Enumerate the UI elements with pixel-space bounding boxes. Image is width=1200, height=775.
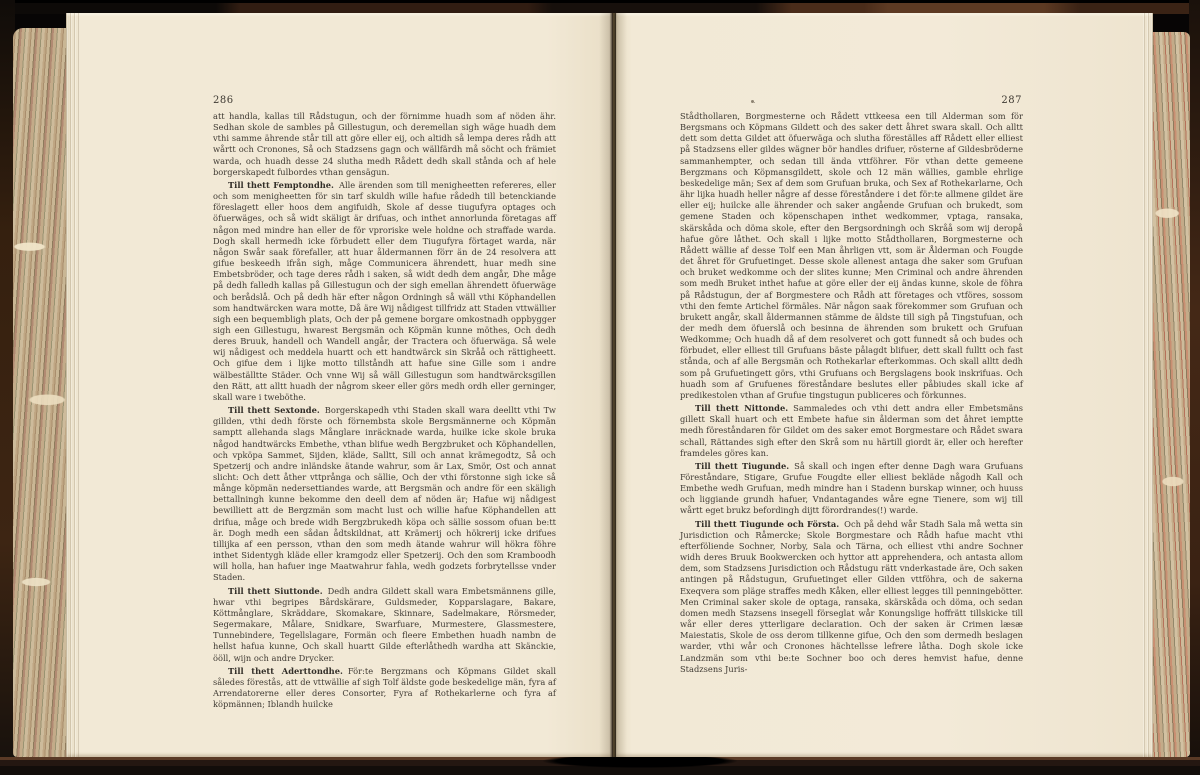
paragraph-heading: Till thett Sextonde. [228, 405, 320, 416]
text-column-right [680, 111, 1023, 677]
paragraph [680, 461, 1023, 517]
paragraph-heading: Till thett Femptondhe. [228, 179, 334, 190]
paragraph-heading: Till thett Nittonde. [695, 403, 789, 414]
page-number-right: 287 [1001, 95, 1022, 106]
paragraph [680, 111, 1023, 401]
paragraph-text: Så skall och ingen efter denne Dagh wara Grufuans Föreståndare, Stigare, Grufue Fougdte eller elliest bekläde någodh Kall och Embethe wedh Grufuan, medh mindre han i Stadenn burskap winner, och huuss och liggiande grundh hafuer, Vndantagandes wåre egne Tienere, som wij till wårtt eget brukz befordingh dijtt förordrandes(!) warde. [680, 460, 1023, 516]
page-number-left: 286 [213, 95, 234, 106]
paragraph-heading: Till thett Siuttonde. [228, 585, 323, 596]
book-cover-right-edge [1189, 0, 1200, 775]
marbled-fore-edge-right [1152, 32, 1190, 757]
paragraph-text: Stådthollaren, Borgmesterne och Rådett vttkeesa een till Alderman som för Bergsmans och Köpmans Gildett och des saker dett åhret swara skall. Och alltt dett som detta Gildet att öfuerwäga och slutha föreställes aff Rådett eller elliest på Stadzsens eller gildes wägner bör handles drifuer, rösterne af Gildesbröderne sammanhempter, och sedan till ända vttföhrer. För vthan dette gemeene Bergzmans och Köpmansgildett, skole och 12 män wällies, gamble ehrlige beskedelige män; Sex af dem som Grufuan bruka, och Sex af Rothekarlarne, Och ähr lijka huadh heller någre af desse föreståndere i det för:te allmene gildet äre eller eij; huilcke alle ährender och saker angående Grufuan och brukedt, som gemene Staden och köpenschapen inthet wedkommer, vptaga, ransaka, skärskåda och döma skole, efter den Bergsordningh och Skråå som wij deropå hafue göre låthet. Och skall i lijke motto Stådthollaren, Borgmesterne och Rådett wällie af desse Tolf een Man åhrligen vtt, som är Ålderman och Fougde det åhret för Grufuetinget. Desse skole allenest antaga dhe saker som Grufuan och bruket wedkomme och der slites kunne; Men Criminal och andre ährenden som medh Bruket inthet hafue at göre eller der eij ändas kunne, skole de föhra på Rådstugun, der af Borgmestere och Rådh att företages och vtföres, sossom vthi den femte Artichel förmäles. När någon saak förekommer som Grufuan och brukett angår, skall åldermannen stämme de äldste till sigh på Tingstufuan, och der medh dem öfuerslå och besinna de ährenden som brukett och Grufuan Wedkomme; Och huadh då af dem resolveret och gott funnedt så och budes och förbudet, eller elliest till Grufuans bäste pålagdt blifuer, dett skall fulltt och fast stånda, och af alle Bergsmän och Rothekarlar efterkommas. Och skall alltt dedh som på Grufuetingett görs, vthi Grufuans och Bergslagens book inskrifuas. Och huadh som af Grufuenes föreståndare beslutes eller påbiudes skall icke af predikestolen vthan af Grufue tingstugun publiceres och förkunnes. [680, 111, 1023, 400]
text-column-left [213, 111, 556, 712]
paragraph-text: Alle ärenden som till menigheetten refereres, eller och som menigheetten för sin tarf skuldh wille hafue rådedh till betenckiande föreslagett eller hoos dem angifuidh, Skole af desse tiugufyra optages och öfuerwäges, och så widt skäligt är drifuas, och inthet annorlunda företagas aff någon med mindre han eller de för vproriske wele holdne och straffade warda. Dogh skall hermedh icke förbudett eller dem Tiugufyra förtaget warda, när någon Swår saak förefaller, att huar åldermannen förr än de 24 resolvera att gifue beskeedh ifrån sigh, måge Communicera ährendett, huar medh sine Embetsbröder, och tage deres rådh i saken, så widt dedh dem angår, Dhe måge på dedh falledh kallas på Gillestugun och der sigh emellan ährendett öfuerwäge och berådslå. Och på dedh här efter någon Ordningh så wäll vthi Köphandellen som handtwärcken wara motte, Då äre Wij nådigest tillfridz att Staden vttwällier sigh een bequembligh plats, Och der på gemene borgare omkostnadh oppbygger sigh een Gillestugu, hwarest Bergsmän och Köpmän kunne möthes, Och dedh deres Bruuk, handell och Wandell angår, der Tractera och öfuerwäga. Så wele wij nådigest och meddela huartt och ett handtwärck sin Skråå och rättigheett. Och gifue dem i lijke motto tillståndh att hafue sine Gille som i andre wälbeställtte Städer. Och vnne Wij så wäll Gillestugun som handtwärcksgillen den Rätt, att alltt huadh der någrom skeer eller görs medh ordh eller gerninger, skall ware i tweböthe. [213, 179, 556, 402]
paragraph [680, 519, 1023, 675]
book-cover-top-edge [0, 0, 1200, 14]
paragraph [680, 403, 1023, 459]
paragraph [213, 111, 556, 178]
book-gutter-shadow [599, 13, 627, 757]
paragraph-text: Borgerskapedh vthi Staden skall wara deelltt vthi Tw gillden, vthi dedh förste och förnembsta skole Bergsmännerne och Köpmän samptt allehanda slags Månglare inräcknade warda, huilke icke skole bruka någod handtwärcks Embethe, vthan blifue wedh Bergzbruket och Köphandellen, och vpköpa Sammet, Sijden, kläde, Salltt, Sill och annat krämegodtz, Så och Spetzerij och andre inländske ätande wahrur, som är Lax, Smör, Ost och annat slicht: Och dett åther vttprånga och sällie, Och der vthi förstonne sigh icke så månge köpmän nedersettiandes warde, att Bergsmän och andre för een skäligh bettallningh kunne bekomme den deell dem af nöden är; Hafue wij nådigest bewilliett att de Bergzmän som macht lust och willie hafue Köphandellen att drifua, måge och brede widh Bergzbrukedh köpa och sällie sossom ofuan be:tt är. Dogh medh een sådan ådtskildnat, att Krämerij och hökrerij icke drifues tillijka af een persson, vthan den som medh ätande wahrur will hökra föhre inthet Sidentygh kläde eller kramgodz eller Spetzerij. Och den som Kramboodh will holla, han hafuer inge Maatwahrur fahla, wedh godzets forbrytellsse vnder Staden. [213, 405, 556, 583]
paragraph [213, 666, 556, 711]
paragraph-text: Dedh andra Gildett skall wara Embetsmännens gille, hwar vthi begripes Bårdskärare, Guldsmeder, Kopparslagare, Bakare, Köttmånglare, Skräddare, Skomakare, Skinnare, Sadelmakare, Rörsmeder, Segermakare, Målare, Snidkare, Swarfuare, Murmestere, Glassmestere, Tunnebindere, Tegellslagare, Formän och fleere Embethen huadh nambn de hellst hafua kunne, Och skall huartt Gilde efterlåthedh wardha att Skänckie, ööll, wijn och andre Drycker. [213, 585, 557, 663]
paragraph [213, 180, 556, 403]
paragraph-text: att handla, kallas till Rådstugun, och der förnimme huadh som af nöden ähr. Sedhan skole de sambles på Gillestugun, och deremellan sigh wäge huadh dem vthi samme ährende står till att göre eller eij, och altidh så lempa deres rådh att wårtt och Cronones, Så och Stadzsens gagn och wällfärdh må söcht och främiet warda, och huadh desse 24 slutha medh Rådett dedh skall stånda och af hele borgerskapedt fulbordes vthan gensägun. [213, 111, 556, 177]
paragraph [213, 586, 556, 664]
paragraph [213, 405, 556, 584]
paragraph-heading: Till thett Tiugunde. [695, 460, 790, 471]
book-cover-bottom-edge [0, 757, 1200, 775]
marbled-fore-edge-left [13, 28, 68, 757]
paragraph-heading: Till thett Tiugunde och Första. [695, 518, 840, 529]
paragraph-text: Och på dehd wår Stadh Sala må wetta sin Jurisdiction och Råmercke; Skole Borgmestare och Rådh hafue macht vthi efterföliende Sochner, Norby, Sala och Tärna, och elliest vthi andre Sochner widh deres Bruuk Bookwercken och hyttor att apprehendera, och antasta allom dem, som Stadzsens Jurisdiction och Rådstugu rätt vnderkastade äre, Och saken antingen på Rådstugun, Grufuetinget eller Gilden vttföhra, och de sakerna Exeqvera som pläge straffes medh Kåken, eller elliest legges till penningebötter. Men Criminal saker skole de optaga, ransaka, skärskåda och döma, och sedan domen medh Stazsens insegell förseglat wår Konungslige hoffrätt tillskicke till wår eller deres ytterligare declaration. Och der saken är Crimen læsæ Maiestatis, Skole de oss derom tillkenne gifue, Och den som dermedh beslagen warder, vthi wår och Cronones hächtellsse lefrere låtha. Dogh skole icke Landzmän som vthi be:te Sochner boo och deres hemvist hafue, denne Stadzsens Juris- [680, 518, 1023, 674]
paragraph-text: För:te Bergzmans och Köpmans Gildet skall således förestås, att de vttwällie af sigh Tolf äldste gode beskedelige män, fyra af Arrendatorerne eller deres Consorter, Fyra af Rothekarlerne och fyra af köpmännen; Iblandh huilcke [213, 665, 556, 710]
paragraph-text: Sammaledes och vthi dett andra eller Embetsmäns gillett Skall huart och ett Embete hafue sin ålderman som det åhret iemptte medh föreståndaren för Gildet om des saker emot Borgmestare och Rådet swara schall, Rättandes sigh efter den Skrå som nu härtill giordt är, eller och herefter framdeles göres kan. [680, 403, 1023, 458]
paragraph-heading: Till thett Aderttondhe. [228, 665, 343, 676]
